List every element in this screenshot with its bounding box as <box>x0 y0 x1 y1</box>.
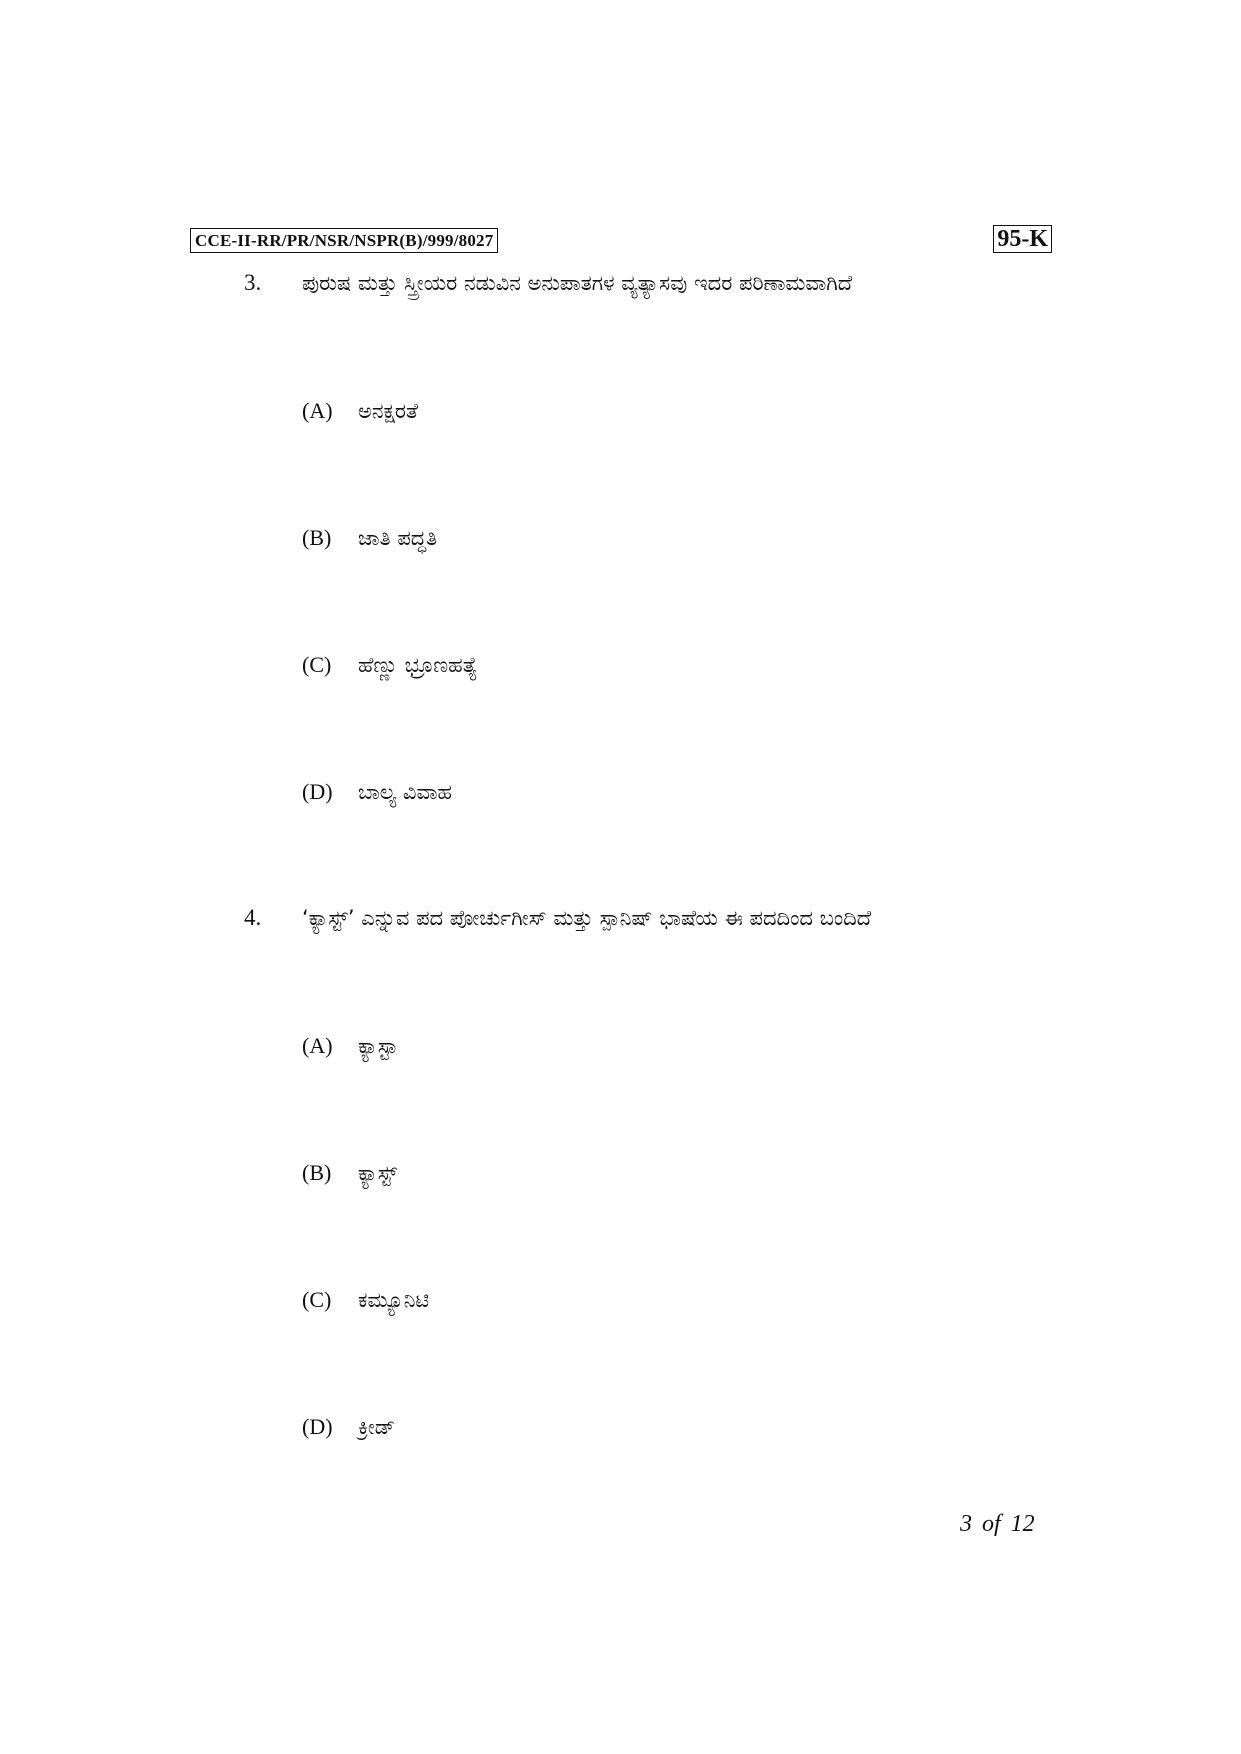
option-letter: (B) <box>302 1160 332 1185</box>
option-letter: (D) <box>302 779 333 804</box>
version-code: 95-K <box>993 225 1052 253</box>
option-letter: (B) <box>302 525 332 550</box>
page-header <box>190 228 1052 256</box>
option-text: ಅನಕ್ಷರತೆ <box>358 399 418 423</box>
option-4d <box>302 1412 395 1442</box>
option-text: ಕ್ರೀಡ್ <box>358 1415 395 1439</box>
option-text: ಕ್ಯಾಸ್ಟಾ <box>358 1034 398 1058</box>
page-number: 3 of 12 <box>960 1511 1035 1537</box>
option-4b <box>302 1158 397 1188</box>
option-text: ಕ್ಯಾಸ್ಟ್ <box>358 1161 398 1185</box>
option-text: ಕಮ್ಯೂನಿಟಿ <box>358 1288 430 1312</box>
option-letter: (A) <box>302 1033 333 1058</box>
option-text: ಬಾಲ್ಯ ವಿವಾಹ <box>358 780 452 804</box>
option-3c <box>302 650 478 680</box>
paper-code: CCE-II-RR/PR/NSR/NSPR(B)/999/8027 <box>190 228 498 253</box>
option-letter: (C) <box>302 652 332 677</box>
option-text: ಹೆಣ್ಣು ಭ್ರೂಣಹತ್ಯೆ <box>358 653 478 677</box>
option-3b <box>302 523 437 553</box>
option-4c <box>302 1285 429 1315</box>
option-letter: (D) <box>302 1414 333 1439</box>
option-3d <box>302 777 452 807</box>
question-text: ‘ಕ್ಯಾಸ್ಟ್’ ಎನ್ನುವ ಪದ ಪೋರ್ಚುಗೀಸ್ ಮತ್ತು ಸ್ಪಾನಿಷ್ ಭಾಷೆಯ ಈ ಪದದಿಂದ ಬಂದಿದೆ <box>302 906 872 930</box>
option-4a <box>302 1031 398 1061</box>
question-text: ಪುರುಷ ಮತ್ತು ಸ್ತ್ರೀಯರ ನಡುವಿನ ಅನುಪಾತಗಳ ವ್ಯತ್ಯಾಸವು ಇದರ ಪರಿಣಾಮವಾಗಿದೆ <box>302 271 853 295</box>
question-number: 4. <box>244 905 262 930</box>
option-letter: (A) <box>302 398 333 423</box>
option-3a <box>302 396 418 426</box>
question-number: 3. <box>244 270 262 295</box>
option-letter: (C) <box>302 1287 332 1312</box>
option-text: ಜಾತಿ ಪದ್ಧತಿ <box>358 526 438 550</box>
